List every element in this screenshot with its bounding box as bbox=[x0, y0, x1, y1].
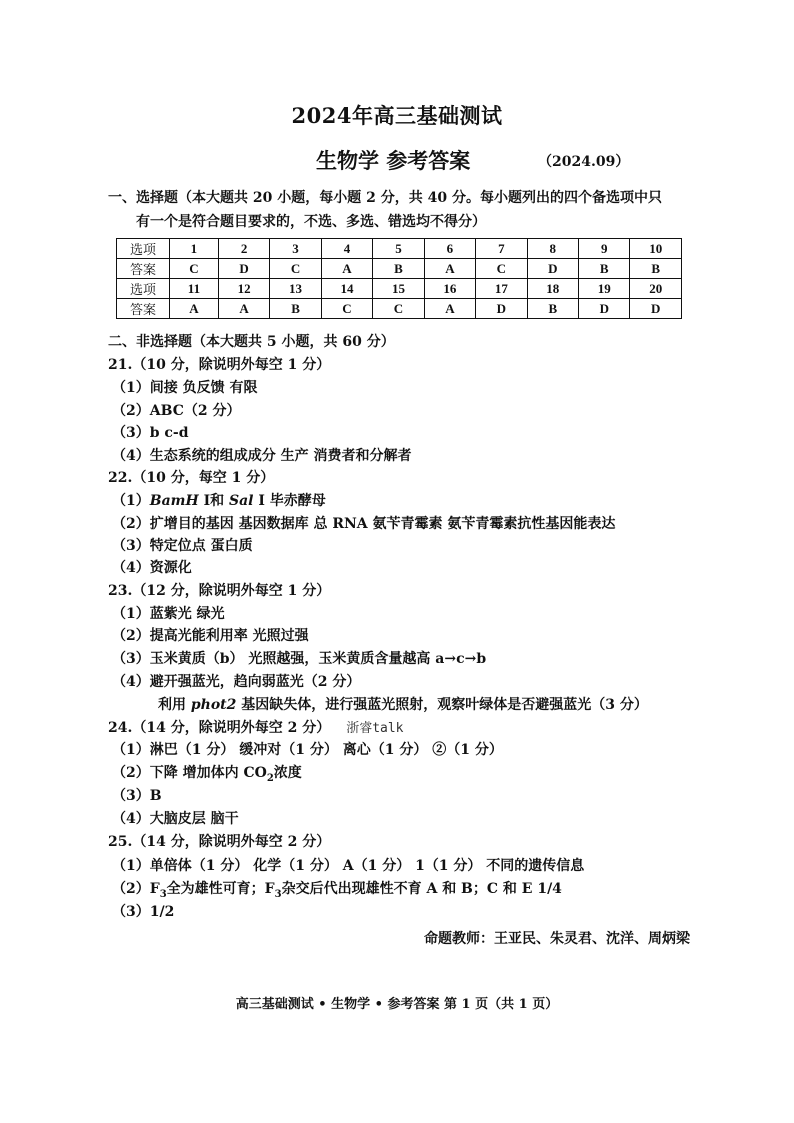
table-cell: B bbox=[527, 299, 578, 319]
table-cell: 4 bbox=[321, 239, 372, 259]
table-cell: D bbox=[579, 299, 630, 319]
table-cell: 3 bbox=[270, 239, 321, 259]
row-label: 答案 bbox=[117, 299, 170, 319]
table-cell: 14 bbox=[321, 279, 372, 299]
q25-answer-2-part2: 全为雄性可育；F bbox=[166, 881, 275, 897]
table-cell: 7 bbox=[476, 239, 527, 259]
table-cell: 13 bbox=[270, 279, 321, 299]
table-cell: D bbox=[476, 299, 527, 319]
table-row bbox=[117, 239, 682, 259]
q23-heading: 23.（12 分，除说明外每空 1 分） bbox=[108, 583, 331, 599]
table-cell: A bbox=[321, 259, 372, 279]
table-cell: B bbox=[630, 259, 682, 279]
table-cell: 15 bbox=[373, 279, 424, 299]
table-cell: C bbox=[170, 259, 219, 279]
subtitle-row bbox=[0, 145, 794, 173]
watermark-text: 浙睿talk bbox=[346, 721, 404, 736]
table-cell: 17 bbox=[476, 279, 527, 299]
q22-answer-3: （3）特定位点 蛋白质 bbox=[112, 538, 253, 554]
authoring-teachers: 命题教师：王亚民、朱灵君、沈洋、周炳梁 bbox=[424, 931, 690, 947]
q23-answer-5 bbox=[158, 694, 648, 716]
q23-answer-1: （1）蓝紫光 绿光 bbox=[112, 606, 225, 622]
q23-answer-5-suffix: 基因缺失体，进行强蓝光照射，观察叶绿体是否避强蓝光（3 分） bbox=[236, 697, 648, 713]
table-cell: 1 bbox=[170, 239, 219, 259]
table-cell: 10 bbox=[630, 239, 682, 259]
table-cell: C bbox=[373, 299, 424, 319]
q25-answer-3: （3）1/2 bbox=[112, 904, 175, 920]
q24-answer-4: （4）大脑皮层 脑干 bbox=[112, 811, 239, 827]
q24-answer-3: （3）B bbox=[112, 788, 162, 804]
table-cell: A bbox=[424, 259, 475, 279]
q24-heading-row bbox=[108, 717, 404, 740]
table-row bbox=[117, 279, 682, 299]
q21-answer-2: （2）ABC（2 分） bbox=[112, 403, 241, 419]
table-cell: 11 bbox=[170, 279, 219, 299]
table-row bbox=[117, 259, 682, 279]
table-cell: C bbox=[476, 259, 527, 279]
table-cell: B bbox=[270, 299, 321, 319]
table-cell: D bbox=[527, 259, 578, 279]
table-cell: 16 bbox=[424, 279, 475, 299]
table-cell: B bbox=[373, 259, 424, 279]
table-cell: 20 bbox=[630, 279, 682, 299]
row-label: 选项 bbox=[117, 279, 170, 299]
co2-subscript: 2 bbox=[266, 772, 274, 784]
table-cell: 6 bbox=[424, 239, 475, 259]
table-cell: D bbox=[218, 259, 269, 279]
q21-answer-4: （4）生态系统的组成成分 生产 消费者和分解者 bbox=[112, 448, 412, 464]
q22-heading: 22.（10 分，每空 1 分） bbox=[108, 470, 275, 486]
table-cell: C bbox=[270, 259, 321, 279]
q24-answer-2-suffix: 浓度 bbox=[273, 765, 302, 781]
table-cell: 8 bbox=[527, 239, 578, 259]
f3-subscript: 3 bbox=[159, 888, 167, 900]
f3-subscript: 3 bbox=[274, 888, 282, 900]
table-cell: A bbox=[218, 299, 269, 319]
q21-heading: 21.（10 分，除说明外每空 1 分） bbox=[108, 357, 331, 373]
q21-answer-3: （3）b c-d bbox=[112, 425, 189, 441]
enzyme-bamh: BamH bbox=[149, 493, 199, 509]
q23-answer-2: （2）提高光能利用率 光照过强 bbox=[112, 628, 309, 644]
q23-answer-4: （4）避开强蓝光，趋向弱蓝光（2 分） bbox=[112, 674, 361, 690]
table-cell: A bbox=[170, 299, 219, 319]
gene-phot2: phot2 bbox=[190, 697, 237, 713]
table-cell: D bbox=[630, 299, 682, 319]
q24-heading: 24.（14 分，除说明外每空 2 分） bbox=[108, 720, 331, 736]
q22-answer-1-mid: Ⅰ和 bbox=[198, 493, 229, 509]
q22-answer-1-suffix: Ⅰ 毕赤酵母 bbox=[253, 493, 326, 509]
table-cell: C bbox=[321, 299, 372, 319]
q24-answer-1: （1）淋巴（1 分） 缓冲对（1 分） 离心（1 分） ②（1 分） bbox=[112, 742, 503, 758]
q22-answer-1-prefix: （1） bbox=[112, 493, 150, 509]
table-cell: 9 bbox=[579, 239, 630, 259]
table-cell: A bbox=[424, 299, 475, 319]
section1-heading-line1: 一、选择题（本大题共 20 小题，每小题 2 分，共 40 分。每小题列出的四个备选项中只 bbox=[108, 190, 662, 206]
section1-heading bbox=[108, 186, 698, 234]
q22-answer-4: （4）资源化 bbox=[112, 560, 192, 576]
table-cell: 18 bbox=[527, 279, 578, 299]
q25-answer-2 bbox=[112, 878, 562, 906]
q25-answer-1: （1）单倍体（1 分） 化学（1 分） A（1 分） 1（1 分） 不同的遗传信息 bbox=[112, 858, 585, 874]
exam-date: （2024.09） bbox=[538, 154, 630, 170]
answer-table bbox=[116, 238, 682, 319]
q25-answer-2-part1: （2）F bbox=[112, 881, 160, 897]
q22-answer-2: （2）扩增目的基因 基因数据库 总 RNA 氨苄青霉素 氨苄青霉素抗性基因能表达 bbox=[112, 516, 616, 532]
page-footer: 高三基础测试 • 生物学 • 参考答案 第 1 页（共 1 页） bbox=[235, 997, 559, 1012]
q25-answer-2-part3: 杂交后代出现雄性不育 A 和 B；C 和 E 1/4 bbox=[281, 881, 562, 897]
q25-heading: 25.（14 分，除说明外每空 2 分） bbox=[108, 834, 331, 850]
row-label: 选项 bbox=[117, 239, 170, 259]
table-cell: B bbox=[579, 259, 630, 279]
page-subtitle: 生物学 参考答案 bbox=[316, 148, 471, 173]
table-cell: 19 bbox=[579, 279, 630, 299]
row-label: 答案 bbox=[117, 259, 170, 279]
section2-heading: 二、非选择题（本大题共 5 小题，共 60 分） bbox=[108, 334, 395, 350]
q24-answer-2-prefix: （2）下降 增加体内 CO bbox=[112, 765, 267, 781]
table-cell: 5 bbox=[373, 239, 424, 259]
page-title: 2024年高三基础测试 bbox=[291, 103, 503, 128]
table-row bbox=[117, 299, 682, 319]
q22-answer-1 bbox=[112, 490, 326, 512]
enzyme-sal: Sal bbox=[229, 493, 254, 509]
q21-answer-1: （1）间接 负反馈 有限 bbox=[112, 380, 258, 396]
table-cell: 2 bbox=[218, 239, 269, 259]
section1-heading-line2: 有一个是符合题目要求的，不选、多选、错选均不得分） bbox=[136, 214, 486, 230]
q23-answer-3: （3）玉米黄质（b） 光照越强，玉米黄质含量越高 a→c→b bbox=[112, 651, 487, 667]
table-cell: 12 bbox=[218, 279, 269, 299]
q23-answer-5-prefix: 利用 bbox=[158, 697, 191, 713]
